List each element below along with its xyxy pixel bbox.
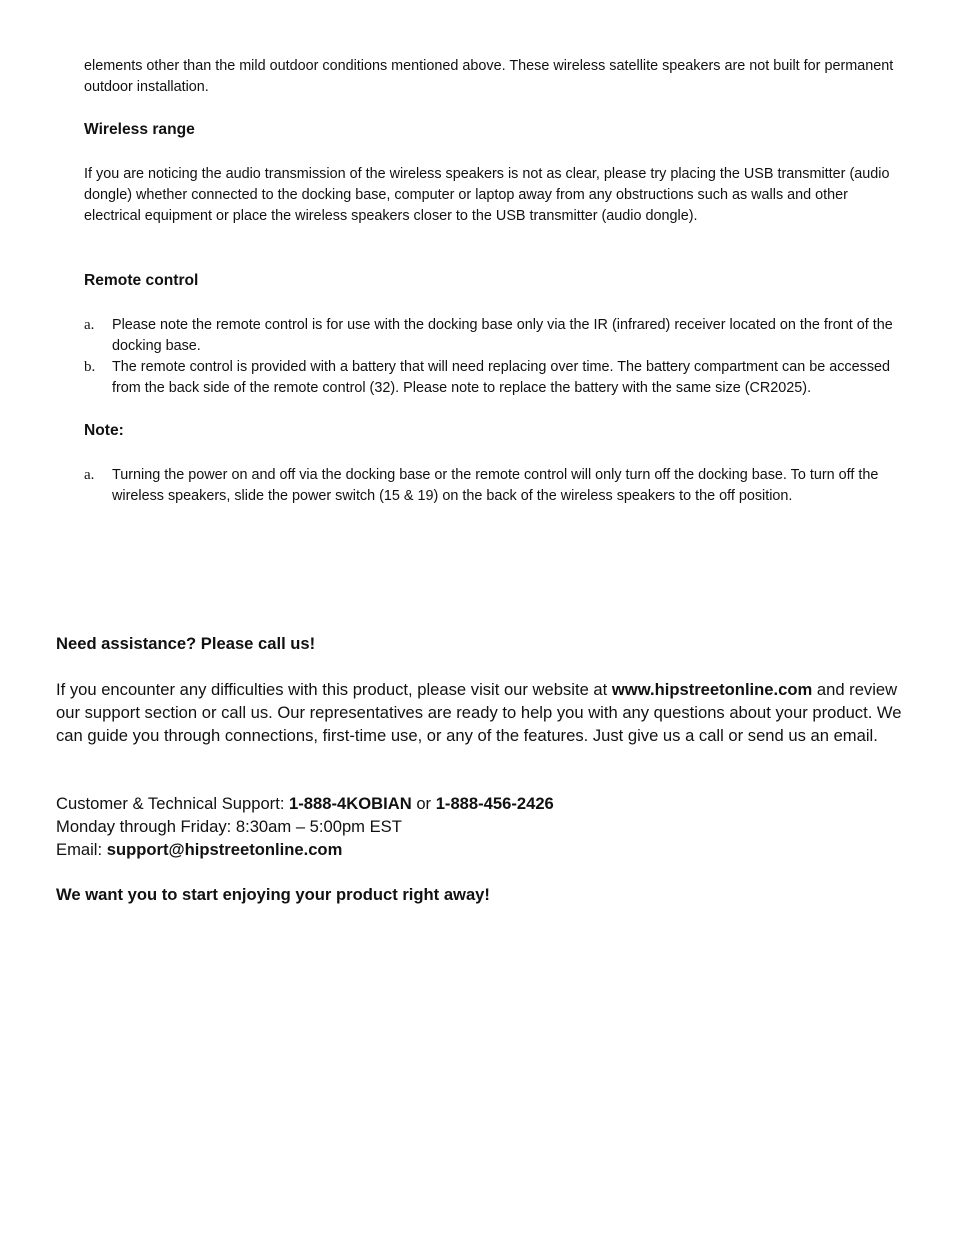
remote-control-list — [84, 315, 896, 399]
wireless-range-text: If you are noticing the audio transmission of the wireless speakers is not as clear, please try placing the USB transmitter (audio dongle) whether connected to the docking base, computer or laptop away from any obstructions such as walls and other electrical equipment or place the wireless speakers closer to the USB transmitter (audio dongle). — [84, 166, 890, 224]
list-item — [84, 465, 896, 507]
remote-control-heading: Remote control — [84, 272, 199, 289]
note-heading: Note: — [84, 422, 124, 439]
wireless-range-paragraph — [84, 164, 896, 227]
phone-number-1[interactable]: 1-888-4KOBIAN — [289, 794, 412, 813]
assistance-heading: Need assistance? Please call us! — [56, 634, 316, 653]
assistance-text-start: If you encounter any difficulties with this product, please visit our website at — [56, 680, 612, 699]
phone-number-2[interactable]: 1-888-456-2426 — [435, 794, 554, 813]
list-marker: a. — [84, 467, 95, 483]
assistance-paragraph — [56, 678, 902, 747]
list-marker: a. — [84, 317, 95, 333]
website-link[interactable]: www.hipstreetonline.com — [611, 680, 813, 699]
note-list — [84, 465, 896, 507]
support-label: Customer & Technical Support: — [56, 794, 290, 813]
list-item — [84, 357, 896, 399]
list-item-text: The remote control is provided with a battery that will need replacing over time. The battery compartment can be accessed from the back side of the remote control (32). Please note to replace the battery with the same size (CR2025). — [112, 359, 891, 396]
assistance-text-end: and review our support section or call us. Our representatives are ready to help you with any questions about your product. We can guide you through connections, first-time use, or any of the features. Just give us a call or send us an email. — [56, 680, 902, 745]
closing-line: We want you to start enjoying your product right away! — [56, 885, 490, 904]
list-item-text: Turning the power on and off via the docking base or the remote control will only turn off the docking base. To turn off the wireless speakers, slide the power switch (15 & 19) on the back of the wireless speakers to the off position. — [112, 467, 879, 504]
phone-separator: or — [411, 794, 436, 813]
support-line — [56, 792, 902, 815]
intro-paragraph — [84, 56, 896, 98]
wireless-range-heading: Wireless range — [84, 121, 195, 138]
list-marker: b. — [84, 359, 96, 375]
support-contacts — [56, 792, 902, 861]
intro-text: elements other than the mild outdoor conditions mentioned above. These wireless satellite speakers are not built for permanent outdoor installation. — [84, 58, 894, 95]
list-item — [84, 315, 896, 357]
email-label: Email: — [56, 840, 107, 859]
list-item-text: Please note the remote control is for use with the docking base only via the IR (infrared) receiver located on the front of the docking base. — [112, 317, 893, 354]
hours-line: Monday through Friday: 8:30am – 5:00pm EST — [56, 817, 402, 836]
email-line — [56, 838, 902, 861]
email-address[interactable]: support@hipstreetonline.com — [106, 840, 343, 859]
